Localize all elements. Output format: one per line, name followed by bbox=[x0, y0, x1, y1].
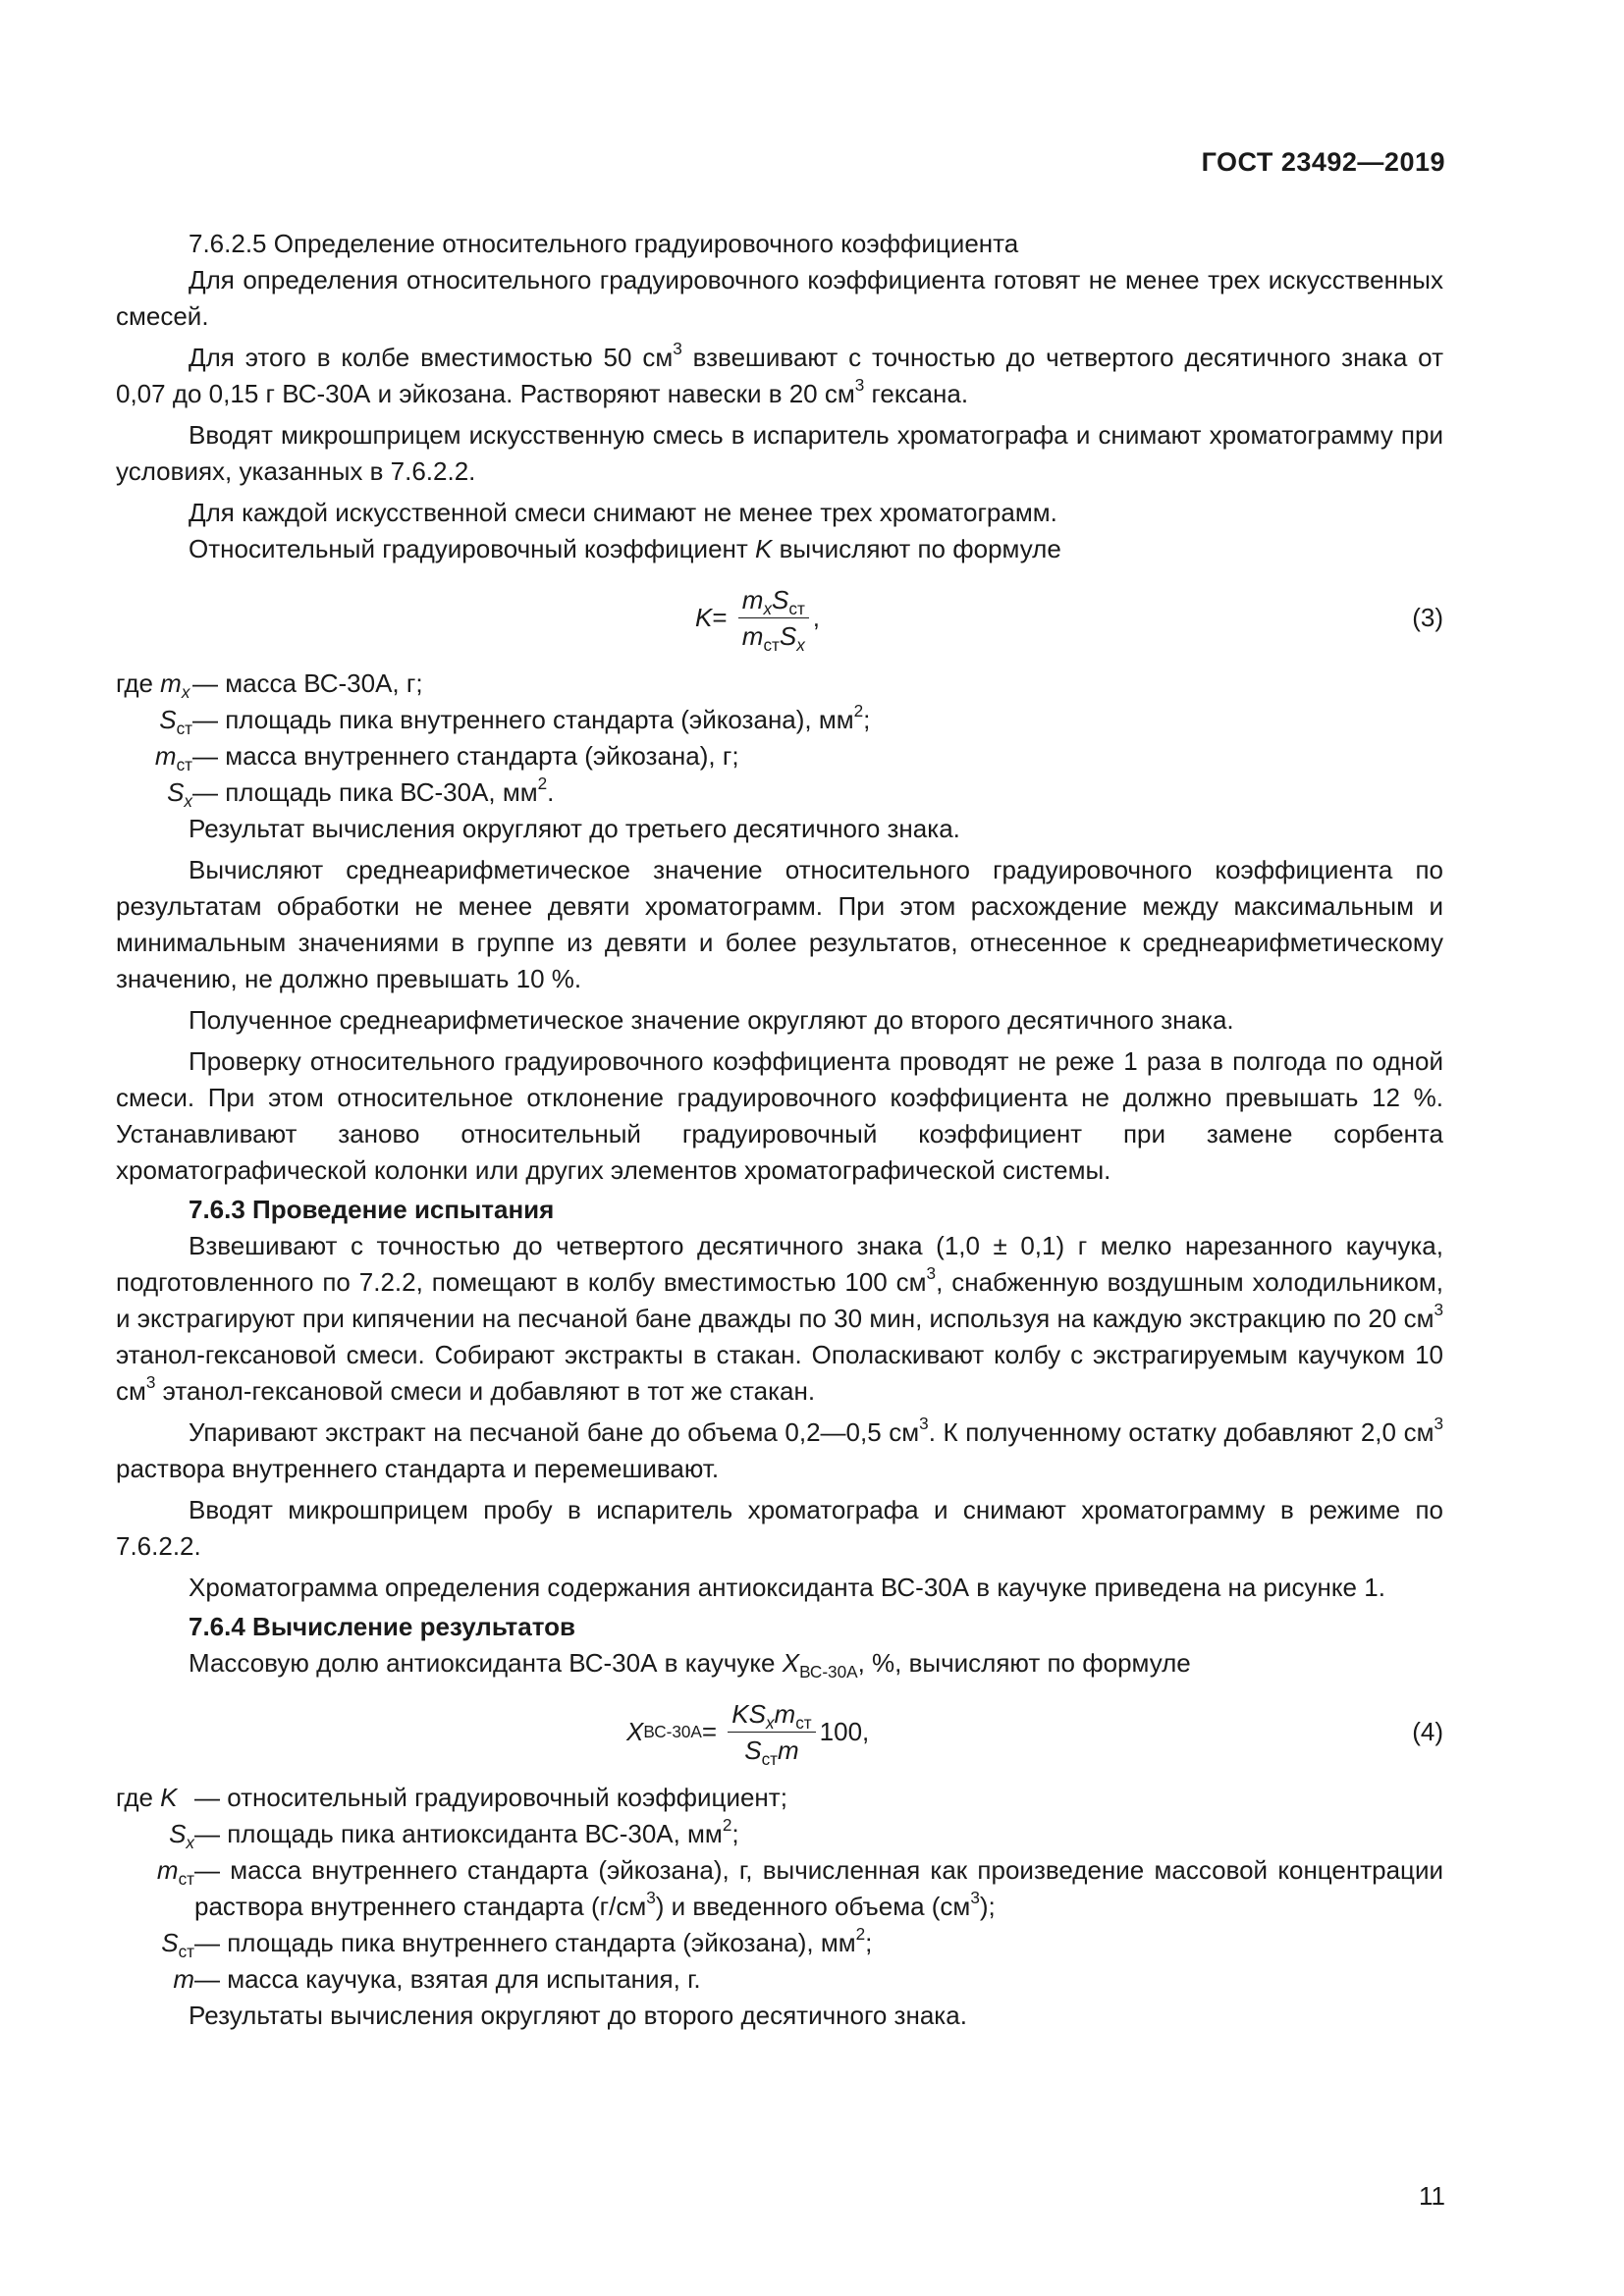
definition-line: $S_x$ — площадь пика ВС-30А, $мм^2$. bbox=[167, 774, 555, 811]
paragraph: Относительный градуировочный коэффициент K вычисляют по формуле bbox=[189, 534, 1061, 563]
formula-4-definitions bbox=[116, 1780, 1443, 1998]
definition-line: $S_{ст}$ — площадь пика внутреннего стандарта (эйкозана), $мм^2$; bbox=[159, 701, 871, 738]
formula-3-expression: K = $\frac{m_xS_{ст}}{m_{ст}S_x}$ , bbox=[695, 584, 821, 655]
definition-line: $m_{ст}$ — масса внутреннего стандарта (эйкозана), г, вычисленная как произведение массовой концентрации раствора внутреннего стандарта $(г/см^3)$ и введенного объема $(см^3)$; bbox=[156, 1855, 1443, 1921]
paragraph: Полученное среднеарифметическое значение округляют до второго десятичного знака. bbox=[189, 1005, 1234, 1035]
paragraph: Вводят микрошприцем искусственную смесь в испаритель хроматографа и снимают хроматограмму при условиях, указанных в 7.6.2.2. bbox=[116, 420, 1443, 486]
definition-line: $S_{ст}$ — площадь пика внутреннего стандарта (эйкозана), $мм^2$; bbox=[161, 1924, 873, 1961]
subsection-title-763: 7.6.3 Проведение испытания bbox=[189, 1195, 555, 1224]
paragraph: Результаты вычисления округляют до второго десятичного знака. bbox=[189, 2001, 967, 2030]
formula-3-number: (3) bbox=[1412, 602, 1443, 632]
formula-3-fraction: $\frac{m_xS_{ст}}{m_{ст}S_x}$ bbox=[738, 584, 809, 652]
paragraph: Вычисляют среднеарифметическое значение относительного градуировочного коэффициента по результатам обработки не менее девяти хроматограмм. При этом расхождение между максимальным и минимальным значениями в группе из девяти и более результатов, отнесенное к среднеарифметическому значению, не должно превышать 10 %. bbox=[116, 855, 1443, 993]
paragraph: Взвешивают с точностью до четвертого десятичного знака (1,0 ± 0,1) г мелко нарезанного каучука, подготовленного по 7.2.2, помещают в колбу вместимостью 100 $см^3$, снабженную воздушным холодильником, и экстрагируют при кипячении на песчаной бане дважды по 30 мин, используя на каждую экстракцию по 20 $см^3$ этанол-гексановой смеси. Собирают экстракты в стакан. Ополаскивают колбу с экстрагируемым каучуком 10 $см^3$ этанол-гексановой смеси и добавляют в тот же стакан. bbox=[116, 1231, 1443, 1406]
paragraph: Упаривают экстракт на песчаной бане до объема 0,2—0,5 $см^3$. К полученному остатку добавляют 2,0 $см^3$ раствора внутреннего стандарта и перемешивают. bbox=[116, 1414, 1443, 1483]
formula-4-fraction: $\frac{KS_xm_{ст}}{S_{ст}m}$ bbox=[728, 1698, 815, 1766]
definition-line: $m_{ст}$ — масса внутреннего стандарта (эйкозана), г; bbox=[154, 741, 739, 774]
paragraph: Для определения относительного градуировочного коэффициента готовят не менее трех искусственных смесей. bbox=[116, 265, 1443, 331]
document-code-header: ГОСТ 23492—2019 bbox=[1201, 147, 1445, 177]
paragraph: Вводят микрошприцем пробу в испаритель хроматографа и снимают хроматограмму в режиме по 7.6.2.2. bbox=[116, 1495, 1443, 1561]
page-number: 11 bbox=[1419, 2181, 1445, 2211]
paragraph: Массовую долю антиоксиданта ВС-30А в каучуке $X_{ВС-30А}$, %, вычисляют по формуле bbox=[189, 1648, 1191, 1682]
definition-line: где K — относительный градуировочный коэффициент; bbox=[116, 1783, 787, 1812]
formula-4-number: (4) bbox=[1412, 1716, 1443, 1746]
subsection-title-7625: 7.6.2.5 Определение относительного градуировочного коэффициента bbox=[189, 229, 1019, 258]
formula-3-definitions bbox=[116, 666, 1443, 811]
paragraph: Хроматограмма определения содержания антиоксиданта ВС-30А в каучуке приведена на рисунке 1. bbox=[189, 1573, 1385, 1602]
paragraph: Проверку относительного градуировочного коэффициента проводят не реже 1 раза в полгода по одной смеси. При этом относительное отклонение градуировочного коэффициента не должно превышать 12 %. Устанавливают заново относительный градуировочный коэффициент при замене сорбента хроматографической колонки или других элементов хроматографической системы. bbox=[116, 1046, 1443, 1185]
formula-3 bbox=[116, 573, 1443, 662]
subsection-title-764: 7.6.4 Вычисление результатов bbox=[189, 1612, 575, 1641]
paragraph: Для этого в колбе вместимостью 50 $см^3$ взвешивают с точностью до четвертого десятичного знака от 0,07 до 0,15 г ВС-30А и эйкозана. Растворяют навески в 20 $см^3$ гексана. bbox=[116, 339, 1443, 408]
definition-line: m — масса каучука, взятая для испытания, г. bbox=[173, 1964, 701, 1994]
page-body bbox=[116, 226, 1443, 2034]
formula-4-expression: X ВС-30А = $\frac{KS_xm_{ст}}{S_{ст}m}$ 100, bbox=[626, 1698, 870, 1769]
formula-4 bbox=[116, 1687, 1443, 1776]
paragraph: Результат вычисления округляют до третьего десятичного знака. bbox=[189, 814, 960, 843]
definition-line: $S_x$ — площадь пика антиоксиданта ВС-30А, $мм^2$; bbox=[169, 1815, 739, 1852]
definition-line: где $m_x$ — масса ВС-30А, г; bbox=[116, 668, 423, 702]
paragraph: Для каждой искусственной смеси снимают не менее трех хроматограмм. bbox=[189, 498, 1057, 527]
